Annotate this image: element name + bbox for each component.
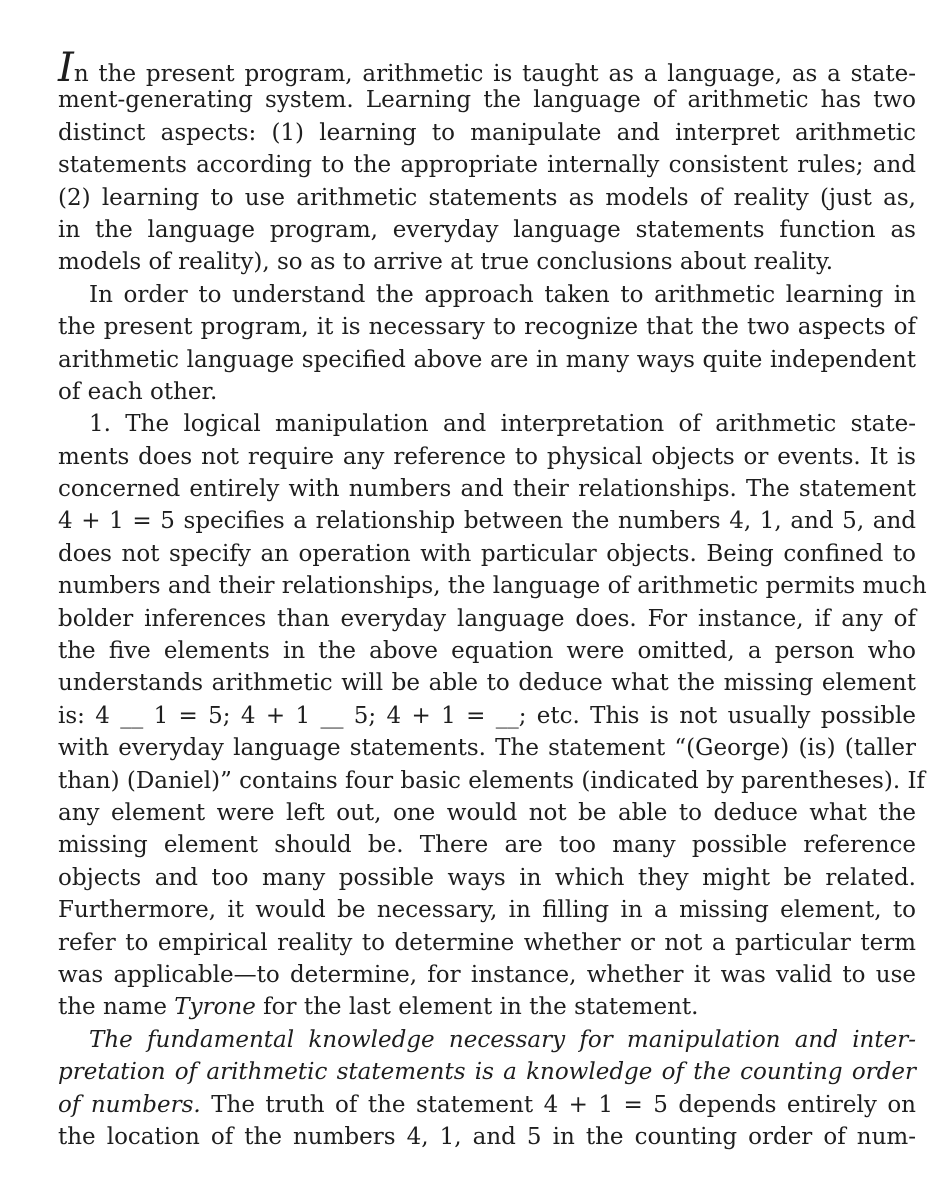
paragraph [58, 279, 916, 409]
text-line [58, 862, 916, 894]
text-segment: any element were left out, one would not be able to deduce what the [58, 799, 916, 826]
text-segment: The fundamental knowledge necessary for manipulation and inter- [89, 1026, 916, 1053]
text-segment: (2) learning to use arithmetic statements as models of reality (just as, [58, 184, 916, 211]
text-line [58, 149, 916, 181]
text-line [58, 473, 916, 505]
text-segment: in the language program, everyday language statements function as [58, 216, 916, 243]
text-segment: pretation of arithmetic statements is a knowledge of the counting order [58, 1059, 916, 1086]
text-segment: objects and too many possible ways in which they might be related. [58, 864, 916, 891]
text-segment: arithmetic language specified above are in many ways quite independent [58, 346, 916, 373]
text-line [58, 700, 916, 732]
paragraph [58, 45, 916, 279]
drop-cap: I [58, 45, 74, 91]
text-line [58, 732, 916, 764]
text-segment: is: 4 __ 1 = 5; 4 + 1 __ 5; 4 + 1 = __; etc. This is not usually possible [58, 702, 916, 729]
paragraph [58, 408, 927, 1023]
text-segment: refer to empirical reality to determine whether or not a particular term [58, 929, 916, 956]
document-page [58, 45, 927, 1153]
text-line [58, 667, 916, 699]
text-line [58, 344, 916, 376]
text-line [58, 279, 916, 311]
text-segment: the name [58, 994, 175, 1021]
text-segment: 4 + 1 = 5 specifies a relationship between the numbers 4, 1, and 5, and [58, 508, 916, 535]
text-segment: of each other. [58, 378, 218, 405]
text-segment: the location of the numbers 4, 1, and 5 in the counting order of num- [58, 1123, 916, 1150]
text-line [58, 214, 916, 246]
text-segment: concerned entirely with numbers and their relationships. The statement [58, 476, 916, 503]
text-line [58, 505, 916, 537]
text-line [58, 570, 927, 602]
text-line [58, 538, 916, 570]
text-line [58, 1056, 916, 1088]
text-segment: of numbers. [58, 1091, 201, 1118]
text-segment: the present program, it is necessary to recognize that the two aspects of [58, 314, 916, 341]
text-segment: understands arithmetic will be able to deduce what the missing element [58, 670, 916, 697]
text-line [58, 84, 916, 116]
text-line [58, 765, 926, 797]
text-segment: does not specify an operation with particular objects. Being confined to [58, 540, 916, 567]
text-segment: bolder inferences than everyday language does. For instance, if any of [58, 605, 916, 632]
text-line [58, 829, 916, 861]
text-segment: n the present program, arithmetic is taught as a language, as a state- [73, 61, 916, 87]
text-line [58, 117, 916, 149]
text-line [58, 797, 916, 829]
text-line [58, 603, 916, 635]
text-segment: with everyday language statements. The statement “(George) (is) (taller [58, 735, 916, 762]
text-segment: The truth of the statement 4 + 1 = 5 depends entirely on [200, 1091, 916, 1118]
text-line [58, 1121, 916, 1153]
text-line [58, 894, 916, 926]
text-segment: 1. The logical manipulation and interpretation of arithmetic state- [89, 411, 916, 438]
text-line [58, 927, 916, 959]
text-line [58, 376, 916, 408]
text-line [58, 1089, 916, 1121]
text-segment: Tyrone [174, 994, 256, 1021]
text-line [58, 311, 916, 343]
text-line [58, 635, 916, 667]
text-segment: than) (Daniel)” contains four basic elements (indicated by parentheses). If [58, 767, 926, 794]
text-segment: ments does not require any reference to physical objects or events. It is [58, 443, 916, 470]
text-segment: numbers and their relationships, the language of arithmetic permits much [58, 573, 927, 600]
text-line [58, 408, 916, 440]
text-segment: Furthermore, it would be necessary, in filling in a missing element, to [58, 897, 916, 924]
text-segment: the five elements in the above equation were omitted, a person who [58, 638, 916, 665]
text-segment: ment-generating system. Learning the language of arithmetic has two [58, 87, 916, 114]
text-line [58, 1024, 916, 1056]
text-line [58, 441, 916, 473]
text-line [58, 45, 916, 91]
text-line [58, 959, 916, 991]
text-segment: models of reality), so as to arrive at true conclusions about reality. [58, 249, 834, 276]
text-line [58, 991, 916, 1023]
paragraph [58, 1024, 916, 1154]
text-line [58, 246, 916, 278]
text-segment: for the last element in the statement. [255, 994, 699, 1021]
text-segment: In order to understand the approach taken to arithmetic learning in [89, 281, 916, 308]
text-segment: distinct aspects: (1) learning to manipulate and interpret arithmetic [58, 119, 916, 146]
text-segment: was applicable—to determine, for instance, whether it was valid to use [58, 961, 916, 988]
text-line [58, 182, 916, 214]
text-segment: missing element should be. There are too many possible reference [58, 832, 916, 859]
text-segment: statements according to the appropriate internally consistent rules; and [58, 152, 916, 179]
